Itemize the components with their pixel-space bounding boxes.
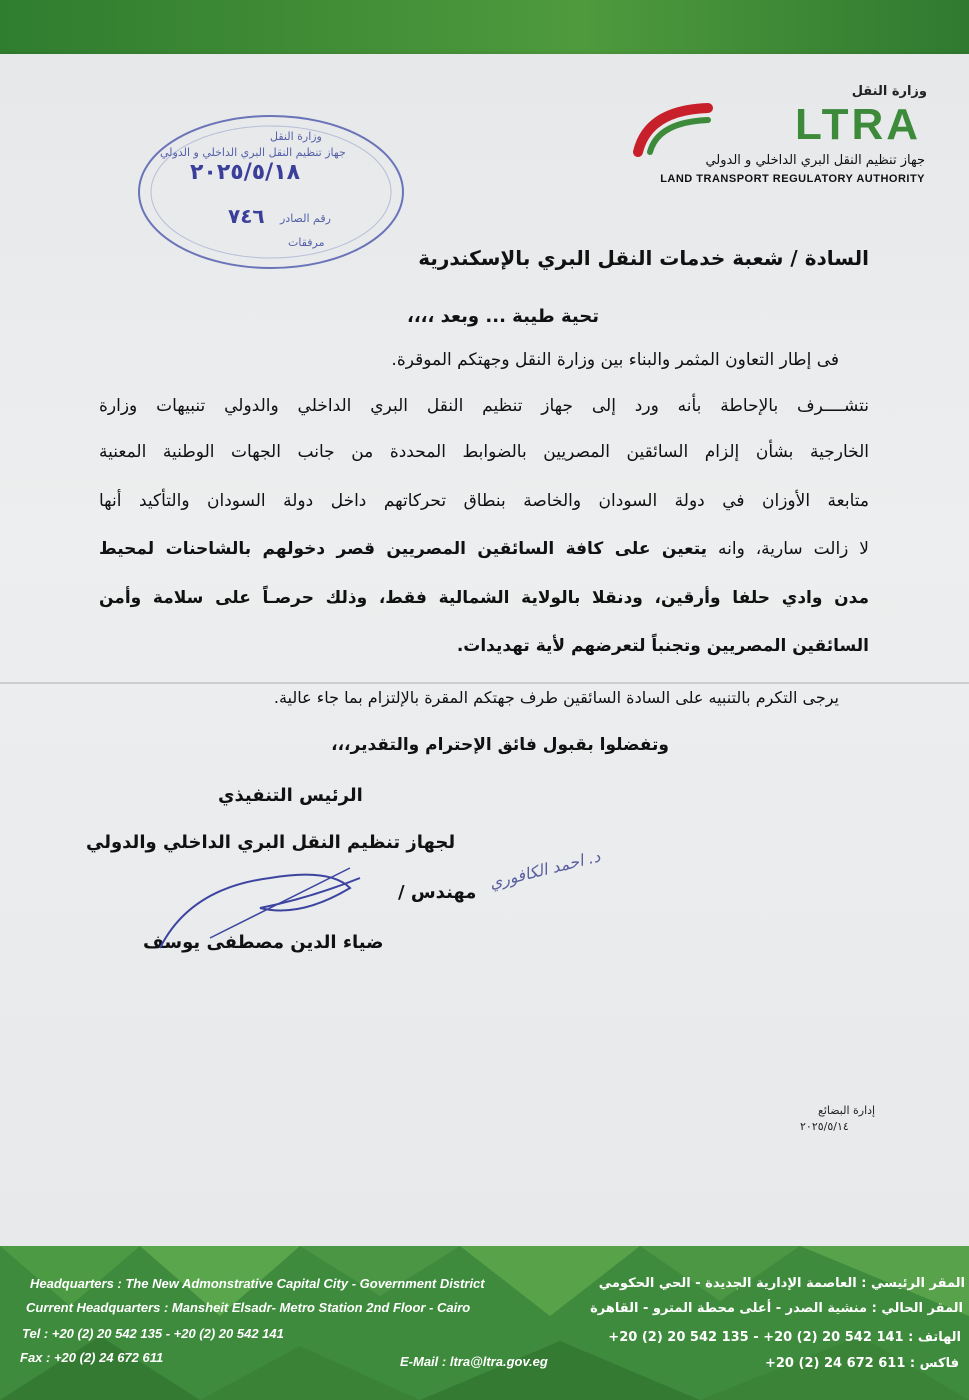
stamp-line2: جهاز تنظيم النقل البري الداخلي و الدولي bbox=[160, 146, 346, 159]
footer-fax-ar: فاكس : 611 672 24 (2) 20+ bbox=[764, 1356, 959, 1371]
ministry-label: وزارة النقل bbox=[851, 84, 927, 99]
footer-hq-en: Headquarters : The New Admonstrative Capital City - Government District bbox=[30, 1276, 485, 1291]
signature-scribble bbox=[150, 848, 390, 958]
stamp-line1: وزارة النقل bbox=[270, 130, 322, 143]
signature-org: لجهاز تنظيم النقل البري الداخلي والدولي bbox=[86, 832, 456, 853]
greeting: تحية طيبة ... وبعد ،،،، bbox=[407, 306, 599, 327]
paragraph-mixed-line bbox=[99, 539, 869, 559]
closing: وتفضلوا بقبول فائق الإحترام والتقدير،،، bbox=[331, 735, 669, 755]
dept-date: ٢٠٢٥/٥/١٤ bbox=[800, 1120, 849, 1133]
footer-hq-ar: المقر الرئيسي : العاصمة الإدارية الجديدة - الحي الحكومي bbox=[598, 1276, 965, 1291]
footer-current-en: Current Headquarters : Mansheit Elsadr- Metro Station 2nd Floor - Cairo bbox=[26, 1300, 471, 1315]
paper-fold bbox=[0, 682, 969, 684]
ltra-logo-icon bbox=[628, 100, 718, 160]
paragraph-bold-line: السائقين المصريين وتجنباً لتعرضهم لأية تهديدات. bbox=[456, 636, 869, 656]
paragraph-plain-part: لا زالت سارية، وانه bbox=[707, 539, 869, 559]
ltra-logo-text: LTRA bbox=[794, 100, 921, 149]
addressee: السادة / شعبة خدمات النقل البري بالإسكندرية bbox=[418, 246, 869, 270]
authority-name-en: LAND TRANSPORT REGULATORY AUTHORITY bbox=[660, 173, 925, 185]
footer-tel-en: Tel : +20 (2) 20 542 135 - +20 (2) 20 542 141 bbox=[22, 1326, 284, 1341]
dept-name: إدارة البضائع bbox=[818, 1104, 876, 1117]
handwritten-note: د. احمد الكافوري bbox=[487, 846, 603, 893]
paragraph-request: يرجى التكرم بالتنبيه على السادة السائقين طرف جهتكم المقرة بالإلتزام بما جاء عالية. bbox=[273, 688, 839, 707]
engineer-label: مهندس / bbox=[398, 882, 477, 903]
paragraph-intro: فى إطار التعاون المثمر والبناء بين وزارة النقل وجهتكم الموقرة. bbox=[391, 350, 839, 370]
stamp-date: ٢٠٢٥/٥/١٨ bbox=[190, 160, 301, 185]
footer-current-ar: المقر الحالي : منشية الصدر - أعلى محطة المترو - القاهرة bbox=[590, 1301, 963, 1316]
stamp-number: ٧٤٦ bbox=[228, 204, 265, 228]
top-background bbox=[0, 0, 969, 60]
footer bbox=[0, 1246, 969, 1400]
stamp-number-label: رقم الصادر bbox=[280, 212, 331, 225]
paragraph-bold-part: يتعين على كافة السائقين المصريين قصر دخولهم بالشاحنات لمحيط bbox=[99, 539, 708, 559]
footer-tel-ar: الهاتف : 141 542 20 (2) 20+ - 135 542 20 (2) 20+ bbox=[608, 1330, 961, 1345]
paragraph-line: متابعة الأوزان في دولة السودان والخاصة بنطاق تحركاتهم داخل دولة السودان والتأكيد أنها bbox=[99, 491, 869, 511]
footer-email: E-Mail : ltra@ltra.gov.eg bbox=[400, 1354, 548, 1369]
paragraph-bold-line: مدن وادي حلفا وأرقين، ودنقلا بالولاية الشمالية فقط، وذلك حرصـاً على سلامة وأمن bbox=[99, 588, 869, 608]
stamp-attachments: مرفقات bbox=[288, 236, 325, 249]
authority-name-ar: جهاز تنظيم النقل البري الداخلي و الدولي bbox=[705, 153, 925, 168]
signatory-name: ضياء الدين مصطفى يوسف bbox=[143, 932, 384, 953]
paragraph-line: الخارجية بشأن إلزام السائقين المصريين بالضوابط المحددة من جانب الجهات الوطنية المعنية bbox=[99, 442, 869, 462]
paragraph-line: نتشــــرف بالإحاطة بأنه ورد إلى جهاز تنظيم النقل البري الداخلي والدولي تنبيهات وزارة bbox=[99, 396, 869, 416]
signature-title: الرئيس التنفيذي bbox=[218, 785, 363, 806]
footer-pattern bbox=[0, 1246, 969, 1400]
footer-fax-en: Fax : +20 (2) 24 672 611 bbox=[20, 1350, 164, 1365]
